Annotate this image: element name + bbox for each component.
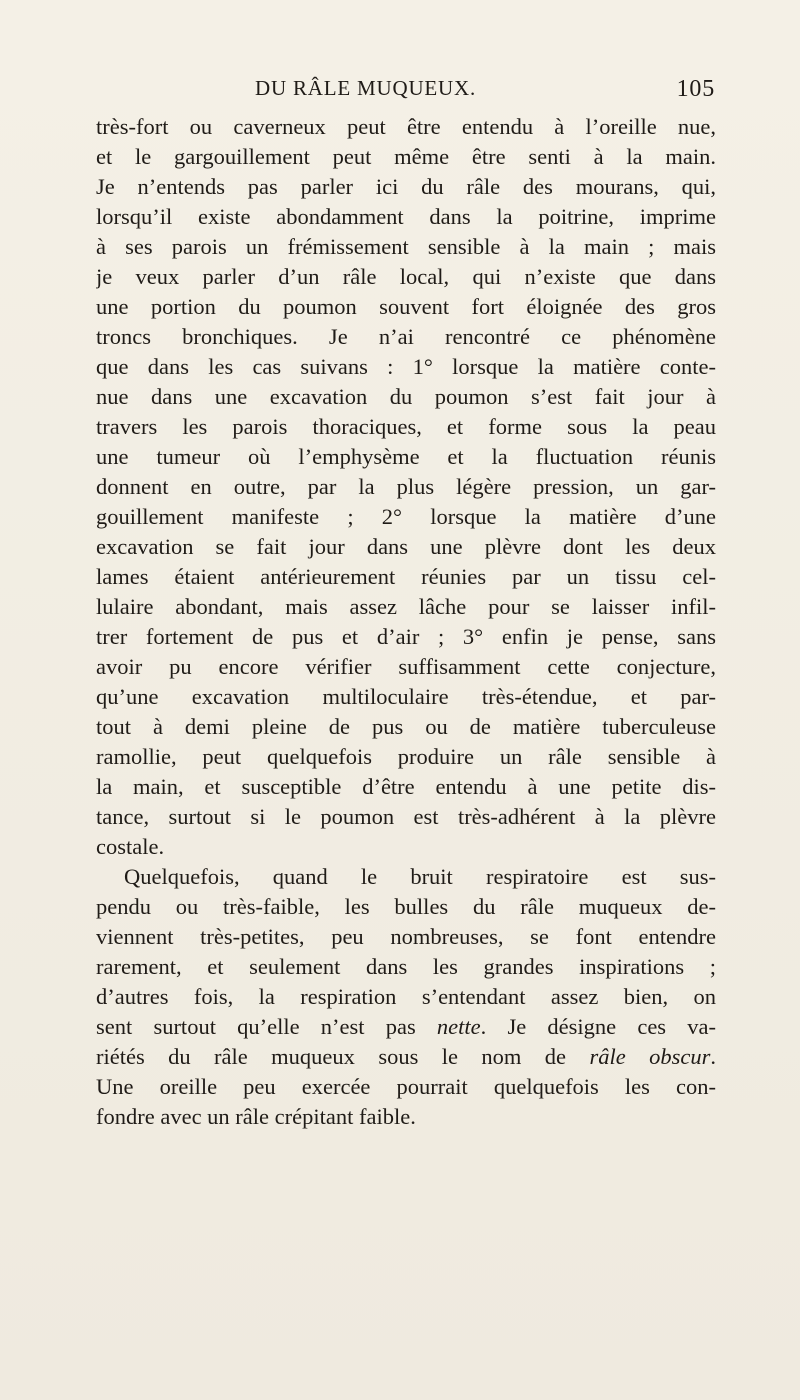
page-number: 105 <box>676 76 715 102</box>
text-line: d’autres fois, la respiration s’entendant assez bien, on <box>96 984 716 1009</box>
italic-word: nette <box>436 1014 481 1039</box>
text-line: Une oreille peu exercée pourrait quelquefois les con- <box>96 1074 716 1099</box>
text-line: je veux parler d’un râle local, qui n’existe que dans <box>96 264 716 289</box>
text-line: une portion du poumon souvent fort éloignée des gros <box>96 294 716 319</box>
text-line: pendu ou très-faible, les bulles du râle muqueux de- <box>96 894 716 919</box>
body-text <box>96 112 716 1132</box>
text-line: viennent très-petites, peu nombreuses, se font entendre <box>96 924 716 949</box>
text-line: trer fortement de pus et d’air ; 3° enfin je pense, sans <box>96 624 716 649</box>
text-line: nue dans une excavation du poumon s’est fait jour à <box>96 384 716 409</box>
running-head <box>255 76 715 104</box>
italic-phrase: râle obscur <box>589 1044 711 1069</box>
text-line: troncs bronchiques. Je n’ai rencontré ce phénomène <box>96 324 716 349</box>
text-line: Je n’entends pas parler ici du râle des mourans, qui, <box>96 174 716 199</box>
text-line: rarement, et seulement dans les grandes inspirations ; <box>96 954 716 979</box>
text-segment: . Je désigne ces va- <box>480 1014 716 1039</box>
text-line-with-italic <box>96 1042 716 1072</box>
text-line: à ses parois un frémissement sensible à la main ; mais <box>96 234 716 259</box>
text-line: fondre avec un râle crépitant faible. <box>96 1104 416 1129</box>
text-segment: sent surtout qu’elle n’est pas <box>96 1014 437 1039</box>
text-line: avoir pu encore vérifier suffisamment cette conjecture, <box>96 654 716 679</box>
text-line: Quelquefois, quand le bruit respiratoire est sus- <box>124 864 716 889</box>
text-line: lames étaient antérieurement réunies par un tissu cel- <box>96 564 716 589</box>
text-segment: . <box>710 1044 716 1069</box>
text-line: lorsqu’il existe abondamment dans la poitrine, imprime <box>96 204 716 229</box>
running-title: DU RÂLE MUQUEUX. <box>255 76 477 100</box>
text-line: lulaire abondant, mais assez lâche pour se laisser infil- <box>96 594 716 619</box>
text-line: costale. <box>96 834 165 859</box>
text-line-with-italic <box>96 1012 716 1042</box>
text-line: travers les parois thoraciques, et forme sous la peau <box>96 414 716 439</box>
text-line: donnent en outre, par la plus légère pression, un gar- <box>96 474 716 499</box>
text-line: une tumeur où l’emphysème et la fluctuation réunis <box>96 444 716 469</box>
text-line: la main, et susceptible d’être entendu à une petite dis- <box>96 774 716 799</box>
text-line: que dans les cas suivans : 1° lorsque la matière conte- <box>96 354 716 379</box>
text-line: qu’une excavation multiloculaire très-étendue, et par- <box>96 684 716 709</box>
text-line: tout à demi pleine de pus ou de matière tuberculeuse <box>96 714 716 739</box>
text-line: excavation se fait jour dans une plèvre dont les deux <box>96 534 716 559</box>
text-line: gouillement manifeste ; 2° lorsque la matière d’une <box>96 504 716 529</box>
text-line: tance, surtout si le poumon est très-adhérent à la plèvre <box>96 804 716 829</box>
text-line: très-fort ou caverneux peut être entendu à l’oreille nue, <box>96 114 716 139</box>
text-line: ramollie, peut quelquefois produire un râle sensible à <box>96 744 716 769</box>
text-segment: riétés du râle muqueux sous le nom de <box>96 1044 590 1069</box>
text-line: et le gargouillement peut même être senti à la main. <box>96 144 716 169</box>
